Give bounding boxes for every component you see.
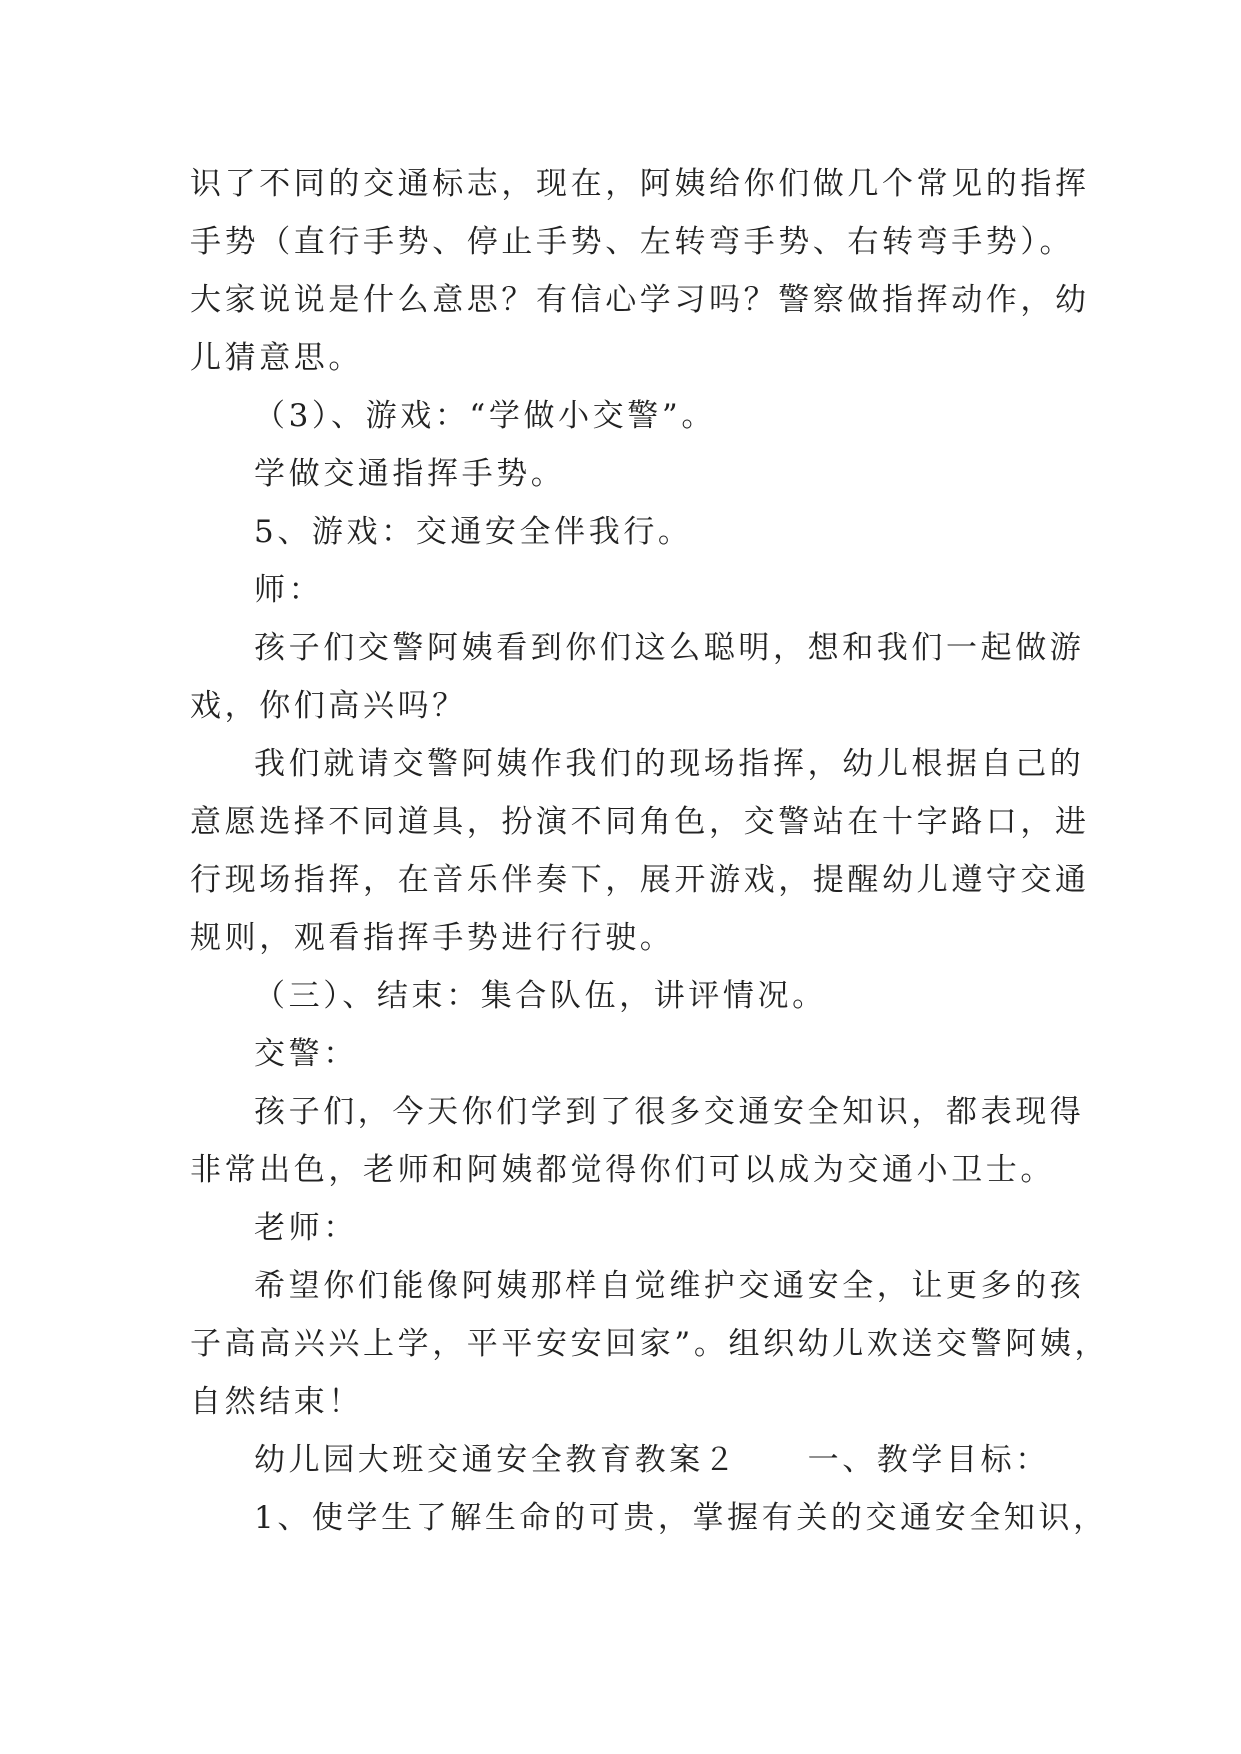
text-line: 意愿选择不同道具，扮演不同角色，交警站在十字路口，进 <box>190 804 1090 840</box>
text-line: 学做交通指挥手势。 <box>254 456 566 492</box>
speaker-label: 交警： <box>254 1036 358 1072</box>
text-line: 识了不同的交通标志，现在，阿姨给你们做几个常见的指挥 <box>190 166 1090 202</box>
text-line: 大家说说是什么意思？有信心学习吗？警察做指挥动作，幼 <box>190 282 1090 318</box>
speaker-label: 师： <box>254 572 324 608</box>
text-line: 规则，观看指挥手势进行行驶。 <box>190 920 675 956</box>
text-line: 儿猜意思。 <box>190 340 363 376</box>
text-line: 子高高兴兴上学，平平安安回家”。组织幼儿欢送交警阿姨， <box>190 1326 1110 1362</box>
section-heading: 幼儿园大班交通安全教育教案２ 一、教学目标： <box>254 1442 1050 1478</box>
section-heading: （3）、游戏：“学做小交警”。 <box>254 398 716 434</box>
text-line: 我们就请交警阿姨作我们的现场指挥，幼儿根据自己的 <box>254 746 1085 782</box>
text-line: 行现场指挥，在音乐伴奏下，展开游戏，提醒幼儿遵守交通 <box>190 862 1090 898</box>
text-line: 孩子们交警阿姨看到你们这么聪明，想和我们一起做游 <box>254 630 1085 666</box>
text-line: 希望你们能像阿姨那样自觉维护交通安全，让更多的孩 <box>254 1268 1085 1304</box>
text-line: 自然结束！ <box>190 1384 363 1420</box>
text-line: 戏，你们高兴吗？ <box>190 688 467 724</box>
text-line: 手势（直行手势、停止手势、左转弯手势、右转弯手势）。 <box>190 224 1075 260</box>
speaker-label: 老师： <box>254 1210 358 1246</box>
text-line: 孩子们，今天你们学到了很多交通安全知识，都表现得 <box>254 1094 1085 1130</box>
text-line: 非常出色，老师和阿姨都觉得你们可以成为交通小卫士。 <box>190 1152 1055 1188</box>
text-line: 1、使学生了解生命的可贵，掌握有关的交通安全知识， <box>254 1500 1108 1536</box>
section-heading: （三）、结束：集合队伍，讲评情况。 <box>254 978 827 1014</box>
section-heading: 5、游戏：交通安全伴我行。 <box>254 514 693 550</box>
